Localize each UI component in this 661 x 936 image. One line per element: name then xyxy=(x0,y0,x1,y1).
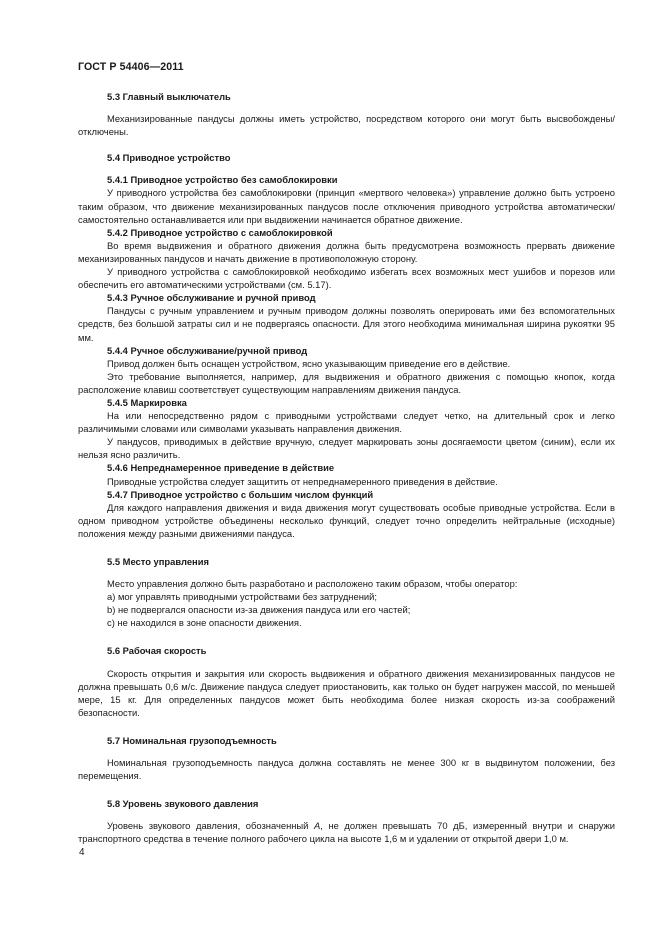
section-5-4-heading: 5.4 Приводное устройство xyxy=(107,152,231,164)
list-item: b) не подвергался опасности из-за движения пандуса или его частей; xyxy=(107,604,411,616)
section-5-7-paragraph: Номинальная грузоподъемность пандуса должна составлять не менее 300 кг в выдвинутом положении, без перемещения. xyxy=(78,757,615,782)
section-5-8-text-end: , не должен превышать 70 дБ, измеренный внутри и снаружи транспортного средства в течение полного рабочего цикла на высоте 1,6 м и удалении от открытой двери 1,0 м. xyxy=(78,820,616,845)
section-5-3-paragraph: Механизированные пандусы должны иметь устройство, посредством которого они могут быть высвобождены/отключены. xyxy=(78,113,615,138)
section-5-3-heading: 5.3 Главный выключатель xyxy=(107,91,231,102)
section-5-4-4-paragraph-2: Это требование выполняется, например, для выдвижения и обратного движения с помощью кнопок, когда расположение клавиш соответствует существующим направлениям движения пандуса. xyxy=(78,370,615,395)
section-5-6-heading: 5.6 Рабочая скорость xyxy=(107,645,207,657)
document-body xyxy=(78,90,615,846)
section-5-4-2-paragraph-1: Во время выдвижения и обратного движения должна быть предусмотрена возможность прервать движение механизированных пандусов и начать движение в противоположную сторону. xyxy=(78,239,615,264)
section-5-4-2-heading: 5.4.2 Приводное устройство с самоблокировкой xyxy=(107,226,333,238)
section-5-8-text-start: Уровень звукового давления, обозначенный xyxy=(107,820,314,832)
list-item: а) мог управлять приводными устройствами без затруднений; xyxy=(107,591,377,603)
section-5-8-heading: 5.8 Уровень звукового давления xyxy=(107,798,259,810)
section-5-4-2-paragraph-2: У приводного устройства с самоблокировкой необходимо избегать всех возможных мест ушибов и порезов или обеспечить его автоматическими устройствами (см. 5.17). xyxy=(78,266,615,291)
section-5-8-symbol: А xyxy=(314,820,321,832)
list-item: c) не находился в зоне опасности движения. xyxy=(107,617,302,629)
section-5-5-heading: 5.5 Место управления xyxy=(107,556,209,567)
section-5-4-6-paragraph: Приводные устройства следует защитить от непреднамеренного приведения в действие. xyxy=(107,475,498,487)
section-5-7-heading: 5.7 Номинальная грузоподъемность xyxy=(107,734,277,746)
section-5-8-paragraph xyxy=(78,819,615,845)
section-5-4-4-paragraph-1: Привод должен быть оснащен устройством, ясно указывающим приведение его в действие. xyxy=(107,357,511,369)
section-5-4-5-paragraph-1: На или непосредственно рядом с приводными устройствами следует четко, на длительный срок и легко различимыми словами или символами указывать направления движения. xyxy=(78,410,615,435)
section-5-6-paragraph: Скорость открытия и закрытия или скорость выдвижения и обратного движения механизированных пандусов не должна превышать 0,6 м/с. Движение пандуса следует приостановить, как только он будет нагружен массой, по меньшей мере, 15 кг. Для определенных пандусов может быть необходима более низкая скорость из-за соображений безопасности. xyxy=(78,667,615,718)
document-header: ГОСТ Р 54406—2011 xyxy=(78,61,184,73)
page-number: 4 xyxy=(79,847,85,858)
section-5-5-paragraph: Место управления должно быть разработано и расположено таким образом, чтобы оператор: xyxy=(107,578,518,590)
section-5-4-6-heading: 5.4.6 Непреднамеренное приведение в действие xyxy=(107,462,335,474)
section-5-4-3-paragraph: Пандусы с ручным управлением и ручным приводом должны позволять оперировать ими без вспомогательных средств, без большой затраты сил и не подвергаясь опасности. Для этого необходима минимальная ширина рукоятки 95 мм. xyxy=(78,305,615,343)
section-5-4-5-heading: 5.4.5 Маркировка xyxy=(107,396,187,408)
section-5-4-3-heading: 5.4.3 Ручное обслуживание и ручной привод xyxy=(107,292,316,304)
section-5-4-7-heading: 5.4.7 Приводное устройство с большим числом функций xyxy=(107,488,374,500)
section-5-4-1-paragraph: У приводного устройства без самоблокировки (принцип «мертвого человека») управление должно быть устроено таким образом, что движение механизированных пандусов после отключения приводного устройства автоматически/самостоятельно останавливается или при выдвижении начинается обратное движение. xyxy=(78,187,615,225)
section-5-4-7-paragraph: Для каждого направления движения и вида движения могут существовать особые приводные устройства. Если в одном приводном устройстве объединены несколько функций, следует точно определить нейтральные (исходные) положения между разными движениями пандуса. xyxy=(78,501,615,539)
section-5-4-1-heading: 5.4.1 Приводное устройство без самоблокировки xyxy=(107,174,338,186)
section-5-4-5-paragraph-2: У пандусов, приводимых в действие вручную, следует маркировать зоны досягаемости цветом (синим), если их нельзя ясно различить. xyxy=(78,436,615,461)
section-5-4-4-heading: 5.4.4 Ручное обслуживание/ручной привод xyxy=(107,344,308,356)
